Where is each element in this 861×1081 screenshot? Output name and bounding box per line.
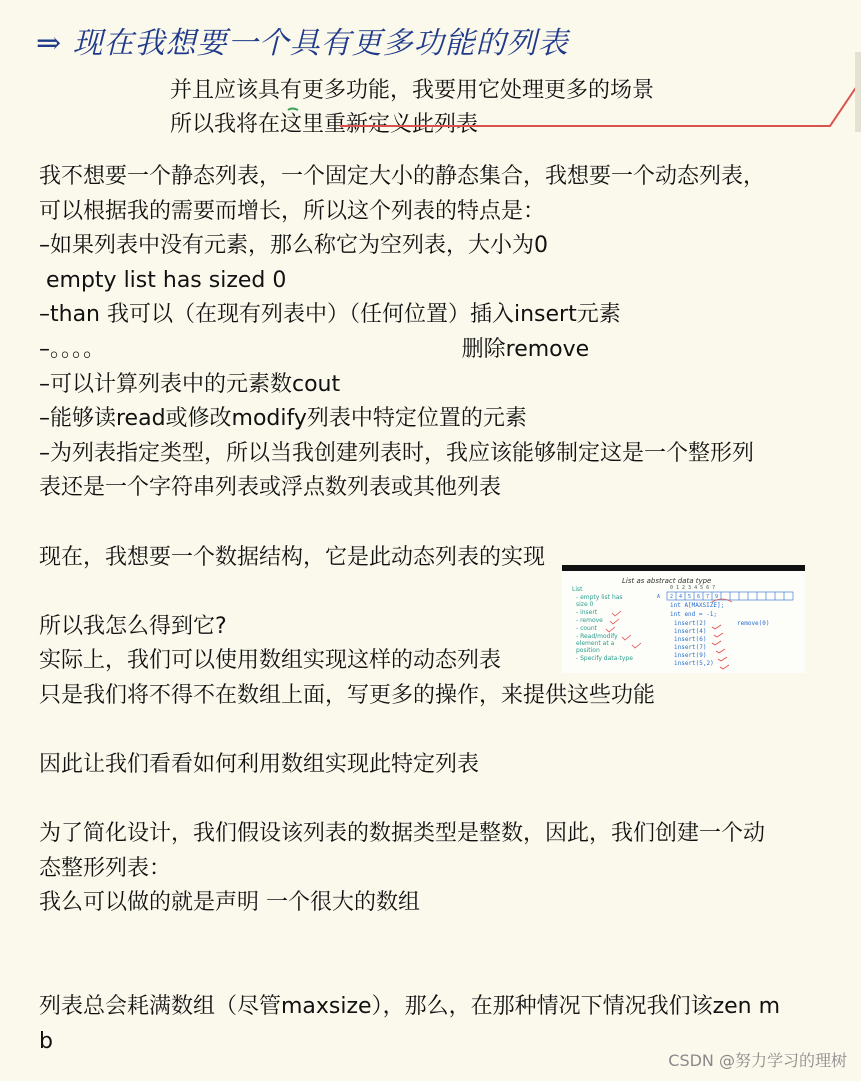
thumb-left-item: - insert bbox=[576, 609, 598, 616]
csdn-watermark: CSDN @努力学习的理树 bbox=[668, 1051, 847, 1070]
thumb-left-item: - remove bbox=[576, 617, 603, 624]
paragraph-line: –为列表指定类型，所以当我创建列表时，我应该能够制定这是一个整形列 bbox=[39, 440, 755, 466]
thumb-left-item: size 0 bbox=[576, 601, 594, 608]
paragraph-line: –than 我可以（在现有列表中）（任何位置）插入insert元素 bbox=[39, 302, 621, 328]
thumb-left-item: - empty list has bbox=[576, 594, 623, 601]
paragraph-line: empty list has sized 0 bbox=[39, 267, 287, 293]
paragraph-line: 态整形列表： bbox=[39, 855, 172, 881]
lecture-thumbnail bbox=[562, 565, 805, 673]
thumb-remove-note: remove(0) bbox=[737, 620, 770, 627]
thumbnail-title: List as abstract data type bbox=[622, 577, 712, 585]
paragraph-line: b bbox=[39, 1028, 53, 1054]
paragraph-line: 我么可以做的就是声明 一个很大的数组 bbox=[39, 890, 420, 916]
paragraph-line: 可以根据我的需要而增长，所以这个列表的特点是： bbox=[39, 198, 546, 224]
thumb-left-item: - Specify data-type bbox=[576, 655, 633, 662]
paragraph-line: 为了简化设计，我们假设该列表的数据类型是整数，因此，我们创建一个动 bbox=[39, 821, 766, 847]
thumb-right-item: insert(4) bbox=[674, 628, 707, 635]
thumb-array-value: 4 bbox=[679, 594, 683, 600]
thumb-array-indices: 0 1 2 3 4 5 6 7 bbox=[670, 585, 716, 591]
paragraph-line: 所以我怎么得到它? bbox=[39, 613, 227, 639]
thumb-left-item: - count bbox=[576, 625, 597, 632]
paragraph-line: 现在，我想要一个数据结构，它是此动态列表的实现 bbox=[39, 544, 546, 570]
thumb-array-value: A bbox=[657, 594, 661, 600]
thumb-right-item: insert(5,2) bbox=[674, 660, 714, 667]
thumb-right-item: insert(6) bbox=[674, 636, 707, 643]
paragraph-line: 我不想要一个静态列表，一个固定大小的静态集合，我想要一个动态列表， bbox=[39, 164, 766, 189]
intro-line-1: 并且应该具有更多功能，我要用它处理更多的场景 bbox=[170, 78, 655, 103]
thumb-left-item: position bbox=[576, 647, 600, 654]
thumb-right-item: int end = -1; bbox=[670, 611, 717, 618]
thumb-array-value: 6 bbox=[697, 594, 701, 600]
edge-bar bbox=[855, 52, 861, 132]
thumb-array-value: 7 bbox=[706, 594, 710, 600]
thumb-right-item: insert(9) bbox=[674, 652, 707, 659]
paragraph-line: 列表总会耗满数组（尽管maxsize），那么，在那种情况下情况我们该zen m bbox=[39, 994, 781, 1020]
paragraph-line: 表还是一个字符串列表或浮点数列表或其他列表 bbox=[39, 475, 502, 501]
paragraph-line: –可以计算列表中的元素数cout bbox=[39, 371, 341, 397]
paragraph-line: –。。。。 删除remove bbox=[39, 336, 590, 362]
intro-line-2: 所以我将在这里重新定义此列表 bbox=[170, 112, 479, 137]
paragraph-line: 只是我们将不得不在数组上面，写更多的操作，来提供这些功能 bbox=[39, 682, 656, 708]
handwritten-title: ⇒ 现在我想要一个具有更多功能的列表 bbox=[36, 26, 569, 61]
thumb-right-item: insert(7) bbox=[674, 644, 707, 651]
thumb-left-item: element at a bbox=[576, 640, 615, 647]
paragraph-line: –如果列表中没有元素，那么称它为空列表，大小为0 bbox=[39, 233, 548, 259]
thumb-array-value: 5 bbox=[688, 594, 692, 600]
thumb-left-item: List bbox=[572, 586, 583, 593]
paragraph-line: 因此让我们看看如何利用数组实现此特定列表 bbox=[39, 752, 480, 778]
thumb-array-value: 9 bbox=[715, 594, 719, 600]
paragraph-line: –能够读read或修改modify列表中特定位置的元素 bbox=[39, 406, 527, 432]
thumb-right-item: int A[MAXSIZE]; bbox=[670, 602, 725, 609]
thumb-right-item: insert(2) bbox=[674, 620, 707, 627]
thumb-left-item: - Read/modify bbox=[576, 633, 618, 640]
paragraph-line: 实际上，我们可以使用数组实现这样的动态列表 bbox=[39, 648, 502, 674]
thumb-array-value: 2 bbox=[670, 594, 674, 600]
lecture-whiteboard-image bbox=[562, 571, 805, 673]
